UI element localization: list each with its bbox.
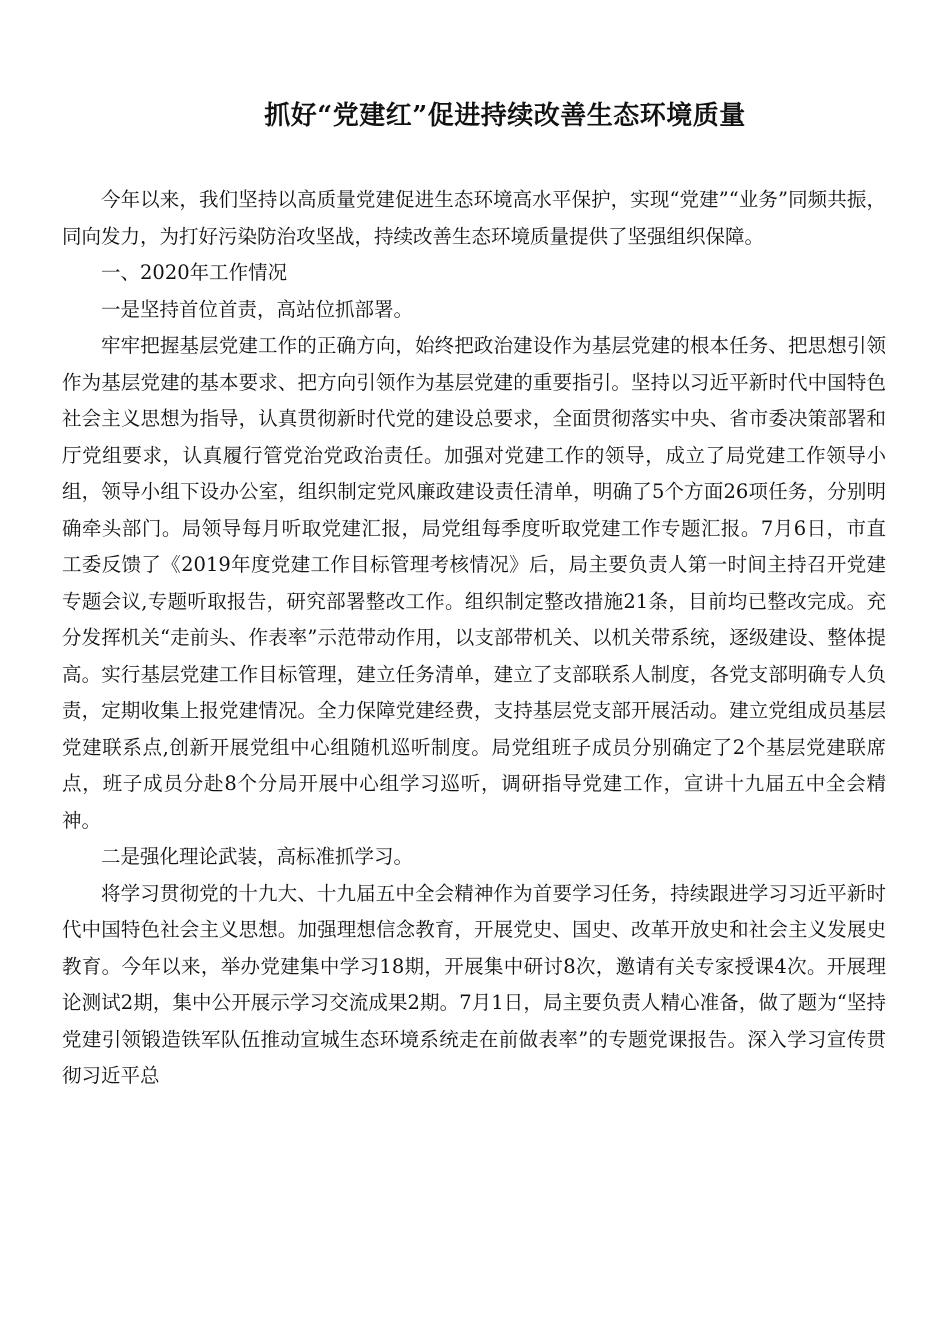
document-body — [62, 182, 886, 1095]
paragraph-theory-study: 将学习贯彻党的十九大、十九届五中全会精神作为首要学习任务，持续跟进学习习近平新时代中国特色社会主义思想。加强理想信念教育，开展党史、国史、改革开放史和社会主义发展史教育。今年以来，举办党建集中学习18期，开展集中研讨8次，邀请有关专家授课4次。开展理论测试2期，集中公开展示学习交流成果2期。7月1日，局主要负责人精心准备，做了题为“坚持党建引领锻造铁军队伍推动宣城生态环境系统走在前做表率”的专题党课报告。深入学习宣传贯彻习近平总 — [62, 881, 886, 1087]
paragraph-party-building-direction: 牢牢把握基层党建工作的正确方向，始终把政治建设作为基层党建的根本任务、把思想引领作为基层党建的基本要求、把方向引领作为基层党建的重要指引。坚持以习近平新时代中国特色社会主义思想为指导，认真贯彻新时代党的建设总要求，全面贯彻落实中央、省市委决策部署和厅党组要求，认真履行管党治党政治责任。加强对党建工作的领导，成立了局党建工作领导小组，领导小组下设办公室，组织制定党风廉政建设责任清单，明确了5个方面26项任务，分别明确牵头部门。局领导每月听取党建汇报，局党组每季度听取党建工作专题汇报。7月6日，市直工委反馈了《2019年度党建工作目标管理考核情况》后，局主要负责人第一时间主持召开党建专题会议,专题听取报告，研究部署整改工作。组织制定整改措施21条，目前均已整改完成。充分发挥机关“走前头、作表率”示范带动作用，以支部带机关、以机关带系统，逐级建设、整体提高。实行基层党建工作目标管理，建立任务清单，建立了支部联系人制度，各党支部明确专人负责，定期收集上报党建情况。全力保障党建经费，支持基层党支部开展活动。建立党组成员基层党建联系点,创新开展党组中心组随机巡听制度。局党组班子成员分别确定了2个基层党建联席点，班子成员分赴8个分局开展中心组学习巡听，调研指导党建工作，宣讲十九届五中全会精神。 — [62, 334, 886, 832]
subheading-deployment: 一是坚持首位首责，高站位抓部署。 — [101, 297, 414, 321]
document-title: 抓好“党建红”促进持续改善生态环境质量 — [264, 101, 746, 131]
section-heading-2020-work: 一、2020年工作情况 — [101, 261, 288, 284]
intro-paragraph: 今年以来，我们坚持以高质量党建促进生态环境高水平保护，实现“党建”“业务”同频共振，同向发力，为打好污染防治攻坚战，持续改善生态环境质量提供了坚强组织保障。 — [62, 188, 886, 248]
subheading-theory-study: 二是强化理论武装，高标准抓学习。 — [101, 845, 414, 868]
